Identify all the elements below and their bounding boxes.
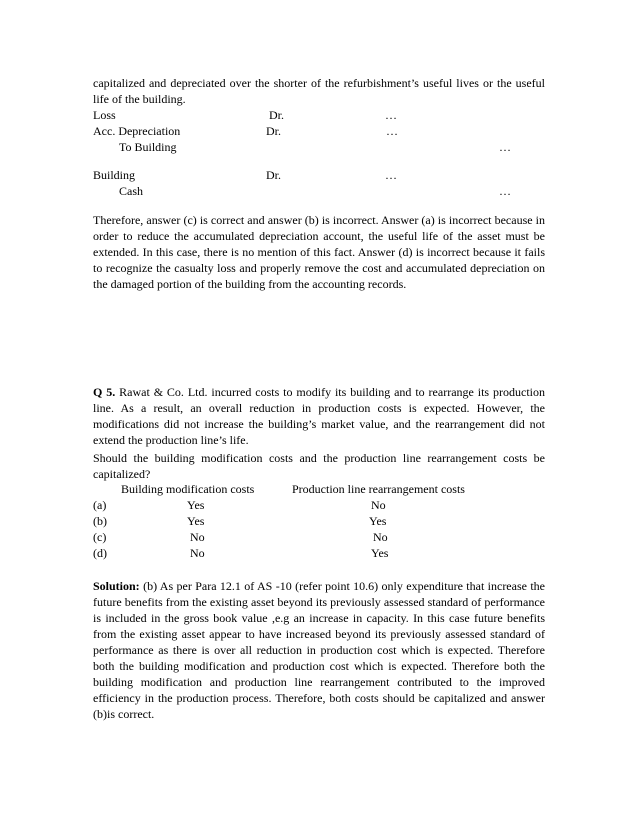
journal1-row2-amount: … bbox=[386, 124, 398, 138]
option-b-building: Yes bbox=[187, 514, 205, 528]
column-header-building: Building modification costs bbox=[121, 482, 255, 496]
solution-paragraph bbox=[93, 578, 545, 722]
journal2-row1-amount: … bbox=[385, 168, 397, 182]
option-a-label: (a) bbox=[93, 498, 107, 512]
option-b-production: Yes bbox=[369, 514, 387, 528]
option-c-building: No bbox=[190, 530, 205, 544]
journal1-row2-drcr: Dr. bbox=[266, 124, 281, 138]
intro-paragraph: capitalized and depreciated over the shorter of the refurbishment’s useful lives or the useful life of the building. bbox=[93, 76, 545, 106]
option-d-building: No bbox=[190, 546, 205, 560]
option-b-label: (b) bbox=[93, 514, 107, 528]
question-text: Rawat & Co. Ltd. incurred costs to modify its building and to rearrange its production line. As a result, an overall reduction in production costs is expected. However, the modifications did not increase the building’s market value, and the rearrangement did not extend the production line’s life. bbox=[93, 385, 545, 447]
journal2-row1-drcr: Dr. bbox=[266, 168, 281, 182]
option-a-production: No bbox=[371, 498, 386, 512]
option-d-label: (d) bbox=[93, 546, 107, 560]
journal1-row1-account: Loss bbox=[93, 108, 116, 122]
option-d-production: Yes bbox=[371, 546, 389, 560]
question-paragraph bbox=[93, 384, 545, 448]
journal2-row2-account: Cash bbox=[119, 184, 143, 198]
journal1-row2-account: Acc. Depreciation bbox=[93, 124, 181, 138]
option-c-production: No bbox=[373, 530, 388, 544]
journal1-row3-amount: … bbox=[499, 140, 511, 154]
question-number: Q 5. bbox=[93, 385, 116, 399]
journal1-row1-drcr: Dr. bbox=[269, 108, 284, 122]
journal2-row2-amount: … bbox=[499, 184, 511, 198]
journal1-row3-account: To Building bbox=[119, 140, 177, 154]
column-header-production: Production line rearrangement costs bbox=[292, 482, 465, 496]
journal1-row1-amount: … bbox=[385, 108, 397, 122]
question-ask: Should the building modification costs and the production line rearrangement costs be capitalized? bbox=[93, 451, 545, 481]
solution-text: (b) As per Para 12.1 of AS -10 (refer point 10.6) only expenditure that increase the future benefits from the existing asset beyond its previously assessed standard of performance is included in the gross book value ,e.g an increase in capacity. In this case future benefits from the existing asset appear to have increased beyond its previously assessed standard of performance as there is over all reduction in production cost which is expected. Therefore both the building modification and production cost which is expected. Therefore both the building modification and production line rearrangement contributed to the improved efficiency in the production process. Therefore, both costs should be capitalized and answer (b)is correct. bbox=[93, 579, 545, 721]
option-a-building: Yes bbox=[187, 498, 205, 512]
journal2-row1-account: Building bbox=[93, 168, 136, 182]
solution-label: Solution: bbox=[93, 579, 140, 593]
option-c-label: (c) bbox=[93, 530, 107, 544]
explanation-paragraph: Therefore, answer (c) is correct and answer (b) is incorrect. Answer (a) is incorrect because in order to reduce the accumulated depreciation account, the useful life of the asset must be extended. In this case, there is no mention of this fact. Answer (d) is incorrect because it fails to recognize the casualty loss and properly remove the cost and accumulated depreciation on the damaged portion of the building from the accounting records. bbox=[93, 213, 545, 291]
